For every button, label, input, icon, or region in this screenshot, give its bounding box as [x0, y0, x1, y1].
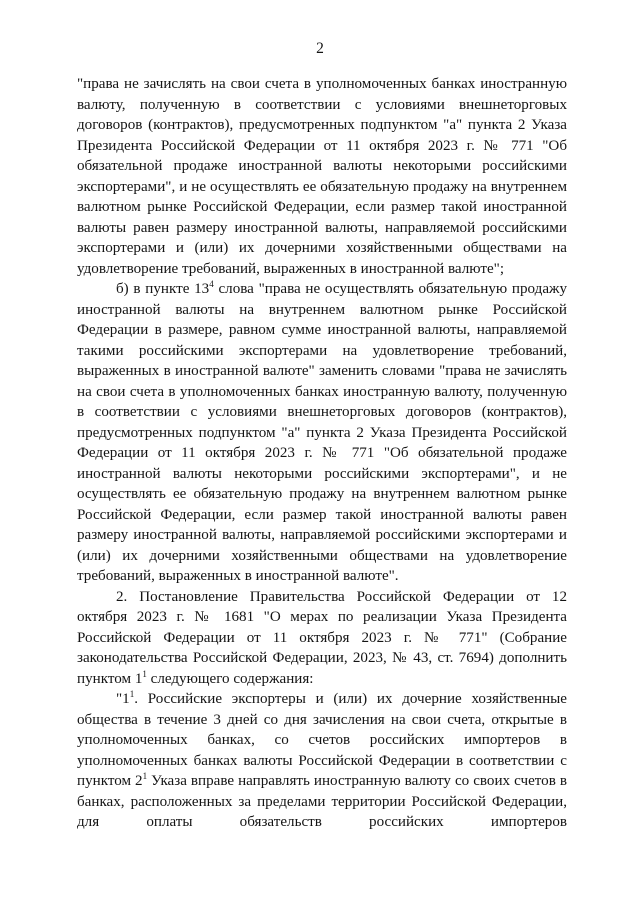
paragraph-text: Указа вправе направлять иностранную валюту со своих счетов в банках, расположенных за пределами территории Российской Федерации, для оплаты обязательств российских импортеров — [77, 773, 567, 830]
paragraph-text: следующего содержания: — [146, 670, 314, 687]
document-body — [77, 74, 567, 833]
paragraph-subitem-b — [77, 279, 567, 587]
paragraph-continuation: "права не зачислять на свои счета в уполномоченных банках иностранную валюту, полученную в соответствии с условиями внешнеторговых договоров (контрактов), предусмотренных подпунктом "а" пункта 2 Указа Президента Российской Федерации от 11 октября 2023 г. № 771 "Об обязательной продаже иностранной валюты некоторыми российскими экспортерами", и не осуществлять ее обязательную продажу на внутреннем валютном рынке Российской Федерации, если размер такой иностранной валюты равен размеру иностранной валюты, направляемой российскими экспортерами и (или) их дочерними хозяйственными обществами на удовлетворение требований, выраженных в иностранной валюте"; — [77, 76, 567, 277]
superscript: 1 — [142, 771, 148, 781]
paragraph-text: . Российские экспортеры и (или) их дочерние хозяйственные общества в течение 3 дней со дня зачисления на свои счета, открытые в уполномоченных банках, со счетов российских импортеров в уполномоченных банках валюты Российской Федерации в соответствии с пунктом 2 — [77, 691, 567, 789]
superscript: 1 — [142, 668, 147, 679]
paragraph-text: "1 — [116, 691, 130, 707]
paragraph-text: б) в пункте 13 — [116, 281, 210, 297]
page-number: 2 — [316, 40, 324, 57]
paragraph-text: слова "права не осуществлять обязательную продажу иностранной валюты на внутреннем валютном рынке Российской Федерации в размере, равном сумме иностранной валюты, направляемой такими российскими экспортерами на удовлетворение требований, выраженных в иностранной валюте" заменить словами "права не зачислять на свои счета в уполномоченных банках иностранную валюту, полученную в соответствии с условиями внешнеторговых договоров (контрактов), предусмотренных подпунктом "а" пункта 2 Указа Президента Российской Федерации от 11 октября 2023 г. № 771 "Об обязательной продаже иностранной валюты некоторыми российскими экспортерами", и не осуществлять ее обязательную продажу на внутреннем валютном рынке Российской Федерации, если размер такой иностранной валюты равен размеру иностранной валюты, направляемой российскими экспортерами и (или) их дочерними хозяйственными обществами на удовлетворение требований, выраженных в иностранной валюте". — [77, 281, 567, 584]
paragraph-text: 2. Постановление Правительства Российской Федерации от 12 октября 2023 г. № 1681 "О мерах по реализации Указа Президента Российской Федерации от 11 октября 2023 г. № 771" (Собрание законодательства Российской Федерации, 2023, № 43, ст. 7694) дополнить пунктом 1 — [77, 588, 567, 687]
superscript: 1 — [129, 689, 135, 699]
superscript: 4 — [209, 279, 214, 289]
paragraph-new-clause — [77, 689, 567, 833]
paragraph-item-2 — [77, 587, 567, 690]
